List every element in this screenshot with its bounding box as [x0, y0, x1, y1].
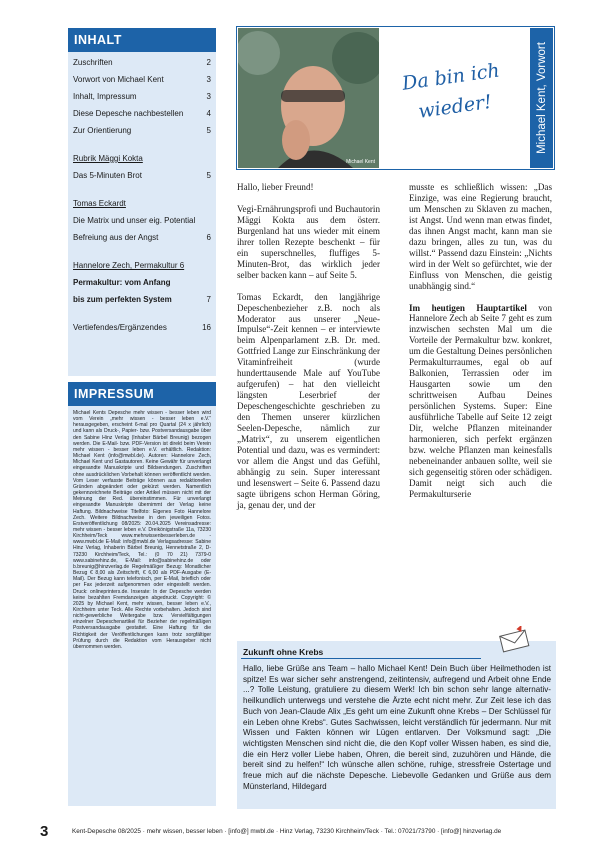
toc-item[interactable]: [73, 278, 211, 288]
toc-rubric: Hannelore Zech, Permakultur 6: [73, 261, 185, 270]
handwriting-line: Da bin ich: [400, 59, 501, 95]
toc-item[interactable]: [73, 58, 211, 68]
toc-item-page: 6: [206, 233, 211, 242]
page-number: 3: [40, 823, 49, 840]
toc-item-title: Befreiung aus der Angst: [73, 233, 159, 242]
impressum-body: [68, 406, 216, 806]
toc-item[interactable]: [73, 323, 211, 333]
side-title-text: Michael Kent, Vorwort: [535, 42, 548, 154]
author-photo: [238, 28, 379, 168]
toc-item[interactable]: [73, 295, 211, 305]
toc-rubric: Tomas Eckardt: [73, 199, 126, 208]
article-paragraph: musste es schließlich wissen: „Das Einzige, was eine Regierung braucht, um Menschen zu Sklaven zu machen, ist Angst. Und wenn man etwas findet, das ihnen Angst macht, kann man sie dazu bringen, alles zu tun, was du willst.“ Passend dazu Einstein: „Nichts wird in der Welt so gefürchtet, wie der Einfluss von Menschen, die geistig unabhängig sind.“: [409, 182, 552, 291]
toc-item-title: Vorwort von Michael Kent: [73, 75, 164, 84]
toc-item-page: 2: [206, 58, 211, 67]
toc-item-title: Permakultur: vom Anfang: [73, 278, 171, 287]
toc-item[interactable]: [73, 233, 211, 243]
toc-item-page: 5: [206, 126, 211, 135]
sidebar: [68, 28, 216, 806]
toc-item-title: Diese Depesche nachbestellen: [73, 109, 184, 118]
toc-item-title: Zuschriften: [73, 58, 113, 67]
toc-item-title: Vertiefendes/Ergänzendes: [73, 323, 167, 332]
toc-item-title: Zur Orientierung: [73, 126, 132, 135]
toc-item-page: 4: [206, 109, 211, 118]
toc-item[interactable]: [73, 216, 211, 226]
photo-caption: Michael Kent: [346, 159, 375, 165]
toc-item-title: bis zum perfekten System: [73, 295, 172, 304]
toc-heading: INHALT: [68, 28, 216, 52]
article-paragraph: Tomas Eckardt, den langjährige Depeschenbezieher z.B. noch als Moderator aus unserer „Neue-Impulse“-Zeit kennen – er interviewte beim Alpenparlament z.B. Dr. med. Gottfried Lange zur Einschränkung der Vitaminfreiheit (wurde hunderttausende Male auf YouTube aufgerufen) – hat den vielleicht längsten Leserbrief der Depeschengeschichte geschrieben zu den Themen unserer kürzlichen Seelen-Depesche, nämlich zur „Matrix“, zu unserem eigentlichen Potential und dazu, was es vermindert: vor allem die Angst und das Gefühl, abhängig zu sein. Super interessant und lesenswert – Seite 6. Passend dazu sagte übrigens schon Herman Göring, ja, genau der, und der: [237, 291, 380, 510]
impressum-text: Michael Kents Depesche mehr wissen - besser leben wird vom Verein „mehr wissen - besser leben e.V.“ herausgegeben, erscheint 6-mal pro Quartal (24 x jährlich) und kann als Druck-, Papier- bzw. Postversandausgabe über den Sabine Hinz Verlag (Inhaber Bärbel Breunig) bezogen werden. Die E-Mail- bzw. PDF-Version ist direkt beim Verein mehr wissen - besser leben e.V. erhältlich. Redaktion: Michael Kent (info@mwbl.de). Autoren: Hannelore Zech, Michael Kent und Gastautoren. Keine Gewähr für unverlangt eingesandte Manuskripte und Bildsendungen. Zuschriften ohne ausdrücklichen Vorbehalt können veröffentlicht werden. Vom Leser verfasste Beiträge können aus redaktionellen Gründen abgeändert oder gekürzt werden. Namentlich gekennzeichnete Beiträge oder Artikel müssen nicht mit der Meinung der Red. übereinstimmen. Für unverlangt eingesandte Manuskripte übernimmt der Verlag keine Haftung. Bildnachweise Titelfoto: Eigenes Foto Hannelore Zech. Weitere Bildnachweise in den jeweiligen Fotos. Erstveröffentlichung 08/2025: 20.04.2025 Vereinsadresse: mehr wissen - besser leben e.V. Dreikönigstraße 11a, 73230 Kirchheim/Teck www.mehrwissenbesserleben.de - www.mwbl.de E-Mail: info@mwbl.de Verlagsadresse: Sabine Hinz Verlag, Inhaberin Bärbel Breunig, Hennetstraße 2, D-73230 Kirchheim/Teck, Tel.: (0 70 21) 7379-0 www.sabinehinz.de, E-Mail: info@sabinehinz.de oder b.breunig@hinzverlag.de Regelmäßiger Bezug: Monatlicher Bezug € 8,00 als Zeitschrift, € 6,00 als PDF-Ausgabe (E-Mail). Der Bezug kann telefonisch, per E-Mail, brieflich oder per Fax jederzeit aufgenommen oder eingestellt werden. Druck: onlineprinters.de. Inserate: In der Depesche werden keine bezahlten Fremdanzeigen abgedruckt. Copyright: © 2025 by Michael Kent, mehr wissen, besser leben e.V., Kirchheim unter Teck. Alle Rechte vorbehalten. Jedoch sind nicht-gewerbliche Weitergabe bzw. Vervielfältigungen einzelner Depeschenartikel für Bezieher der regelmäßigen Postversandausgabe gestattet. Eine Haftung für die Richtigkeit der Veröffentlichungen kann trotz sorgfältiger Prüfung durch die Redaktion vom Herausgeber nicht übernommen werden.: [73, 410, 211, 650]
toc-item[interactable]: [73, 126, 211, 136]
toc-item[interactable]: [73, 171, 211, 181]
article-paragraph: Hallo, lieber Freund!: [237, 182, 314, 192]
toc-item-title: Die Matrix und unser eig. Potential: [73, 216, 196, 225]
toc-item[interactable]: [73, 92, 211, 102]
footer-text: Kent-Depesche 08/2025 · mehr wissen, besser leben · [info@] mwbl.de · Hinz Verlag, 73230 Kirchheim/Teck · Tel.: 07021/73790 · [info@] hinzverlag.de: [72, 828, 502, 835]
article-paragraph: Vegi-Ernährungsprofi und Buchautorin Mäggi Kokta aus dem österr. Burgenland hat uns wieder mit einem ihrer tollen Rezepte beschenkt – für ein superschnelles, fluffiges 5-Minuten-Brot, das wirklich jeder selber backen kann – auf Seite 5.: [237, 203, 380, 280]
article-paragraph: [409, 303, 552, 500]
article-lead-bold: Im heutigen Hauptartikel: [409, 302, 527, 313]
toc-item-title: Das 5-Minuten Brot: [73, 171, 142, 180]
toc-rubric: Rubrik Mäggi Kokta: [73, 154, 143, 163]
toc-item[interactable]: [73, 109, 211, 119]
reader-letter-title: Zukunft ohne Krebs: [243, 647, 324, 657]
article-column-1: [237, 182, 380, 522]
article-column-2: [409, 182, 552, 511]
toc-item-page: [201, 278, 211, 288]
divider: [241, 658, 481, 659]
article-paragraph-rest: von Hannelore Zech ab Seite 7 geht es zum inzwischen sechsten Mal um die Vorteile der Permakultur bzw. konkret, um die Gestaltung Deines persönlichen Permakulturraumes, egal ob auf Balkonien, Terrassien oder im Hausgarten sowie um den schrittweisen Aufbau Deines persönlichen Systems. Super: Eine ausführliche Tabelle auf Seite 12 zeigt Dir, welche Pflanzen miteinander harmonieren, sich perfekt ergänzen bzw. welche Pflanzen man keinesfalls nebeneinander anbauen sollte, weil sie sich gegenseitig stören oder schädigen. Damit neigt sich auch die Permakulturserie: [409, 302, 553, 499]
toc-item-title: Inhalt, Impressum: [73, 92, 137, 101]
toc-item-page: [201, 216, 211, 226]
toc-item-page: 16: [202, 323, 211, 332]
handwriting-line: wieder!: [417, 90, 494, 123]
impressum-heading: IMPRESSUM: [68, 382, 216, 406]
table-of-contents: [68, 52, 216, 376]
toc-item-page: 5: [206, 171, 211, 180]
side-title: [530, 28, 553, 168]
toc-item-page: 3: [206, 75, 211, 84]
toc-item[interactable]: [73, 75, 211, 85]
portrait-illustration: [238, 28, 379, 168]
toc-item-page: 7: [206, 295, 211, 304]
envelope-icon: [497, 626, 531, 654]
reader-letter-text: Hallo, liebe Grüße ans Team – hallo Michael Kent! Dein Buch über Heilmethoden ist spitze! Es war sicher sehr anstrengend, zeitintensiv, aufregend und Arbeit ohne Ende ...? Tolle Leistung, gratuliere zu diesem Werk! Ich bin schon sehr lange alternativ-heilkundlich unterwegs und verstehe die Ärzte echt nicht mehr. Zur Zeit lese ich das Buch von Jean-Claude Alix „Es geht um eine Zukunft ohne Krebs – Der Schlüssel für ein Leben ohne Krebs“. Gutes Sachwissen, leicht verständlich für jedermann. Nur mit Wissen und Fakten können wir Lügen entlarven. Der Volksmund sagt: „Die wichtigsten Menschen sind nicht die, die den Kopf voller Wissen haben, es sind die, die ein Herz voller Liebe haben, Ohren, die bereit sind, zuzuhören und Hände, die bereit sind zu helfen!“ Ich wünsche allen schöne, ruhige, stressfreie Ostertage und freue mich auf die nächste Depesche. Liebevolle Gedanken und Grüße aus dem Münsterland, Hildegard: [243, 664, 551, 791]
toc-item-page: 3: [206, 92, 211, 101]
